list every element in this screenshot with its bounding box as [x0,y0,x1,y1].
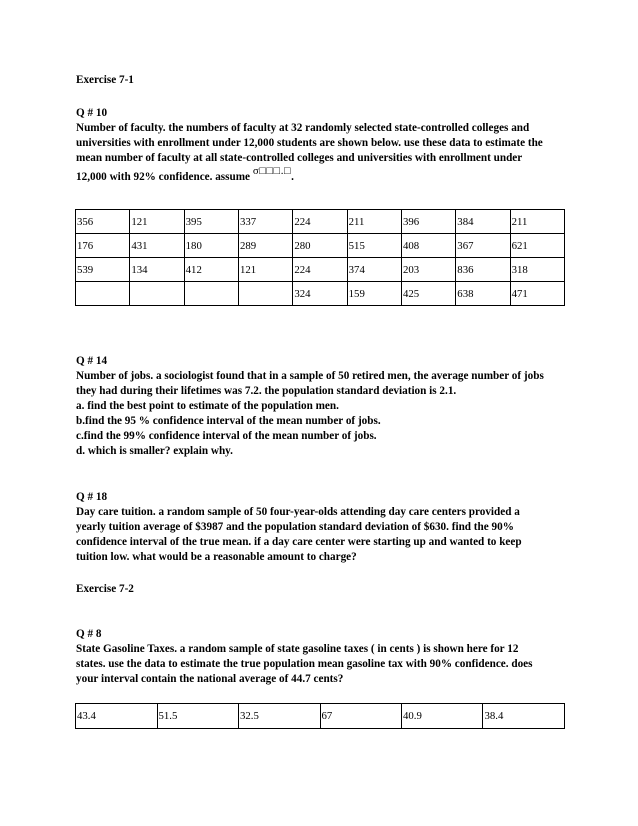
table-cell: 32.5 [239,704,321,729]
exercise-7-2-heading: Exercise 7-2 [76,583,134,595]
table-cell: 431 [130,234,184,258]
table-row [76,258,565,282]
question-10-line-3: mean number of faculty at all state-controlled colleges and universities with enrollment under [76,152,523,164]
question-10 [76,106,566,166]
table-cell: 203 [401,258,455,282]
table-cell: 121 [238,258,292,282]
table-cell: 40.9 [401,704,483,729]
sigma-formula-image: σ□□□.□ [252,165,292,177]
table-cell: 638 [456,282,510,306]
table-row [76,234,565,258]
table-cell: 395 [184,210,238,234]
table-cell: 159 [347,282,401,306]
table-cell: 121 [130,210,184,234]
question-18-label: Q # 18 [76,491,108,503]
table-row [76,282,565,306]
question-18: Q # 18 Day care tuition. a random sample of 50 four-year-olds attending day care centers provided a yearly tuition average of $3987 and the population standard deviation of $630. find the 90% confidence interval of the true mean. if a day care center were starting up and wanted to keep tuition low. what would be a reasonable amount to charge? [76,490,566,565]
table-cell: 367 [456,234,510,258]
table-cell: 539 [76,258,130,282]
gasoline-tax-table [75,703,565,729]
table-cell: 180 [184,234,238,258]
table-cell: 67 [320,704,401,729]
table-cell: 374 [347,258,401,282]
table-cell: 280 [293,234,347,258]
table-cell: 324 [293,282,347,306]
question-10-line-4: 12,000 with 92% confidence. assume σ□□□.□. [76,165,294,183]
question-10-line-2: universities with enrollment under 12,000 students are shown below. use these data to estimate the [76,137,543,149]
table-cell: 836 [456,258,510,282]
table-cell [184,282,238,306]
question-14: Q # 14 Number of jobs. a sociologist found that in a sample of 50 retired men, the average number of jobs they had during their lifetimes was 7.2. the population standard deviation is 2.1. a. find the best point to estimate of the population men. b.find the 95 % confidence interval of the mean number of jobs. c.find the 99% confidence interval of the mean number of jobs. d. which is smaller? explain why. [76,354,566,459]
table-cell: 134 [130,258,184,282]
table-cell: 337 [238,210,292,234]
table-cell: 38.4 [483,704,565,729]
table-cell: 211 [510,210,564,234]
table-cell: 412 [184,258,238,282]
table-cell: 289 [238,234,292,258]
table-cell: 396 [401,210,455,234]
table-cell: 224 [293,210,347,234]
question-10-label: Q # 10 [76,107,108,119]
table-cell: 408 [401,234,455,258]
question-8: Q # 8 State Gasoline Taxes. a random sample of state gasoline taxes ( in cents ) is shown here for 12 states. use the data to estimate the true population mean gasoline tax with 90% confidence. does your interval contain the national average of 44.7 cents? [76,627,566,687]
table-cell: 51.5 [157,704,239,729]
table-row [76,210,565,234]
table-cell [130,282,184,306]
question-10-line-1: Number of faculty. the numbers of faculty at 32 randomly selected state-controlled colleges and [76,122,530,134]
table-cell [76,282,130,306]
table-cell: 471 [510,282,564,306]
table-cell: 318 [510,258,564,282]
table-row [76,704,565,729]
table-cell: 43.4 [76,704,158,729]
table-cell: 621 [510,234,564,258]
table-cell: 425 [401,282,455,306]
exercise-7-1-heading: Exercise 7-1 [76,74,134,86]
table-cell: 356 [76,210,130,234]
table-cell: 224 [293,258,347,282]
question-8-label: Q # 8 [76,628,102,640]
table-cell: 211 [347,210,401,234]
faculty-data-table [75,209,565,306]
question-14-label: Q # 14 [76,355,108,367]
table-cell: 515 [347,234,401,258]
table-cell: 176 [76,234,130,258]
table-cell: 384 [456,210,510,234]
table-cell [238,282,292,306]
